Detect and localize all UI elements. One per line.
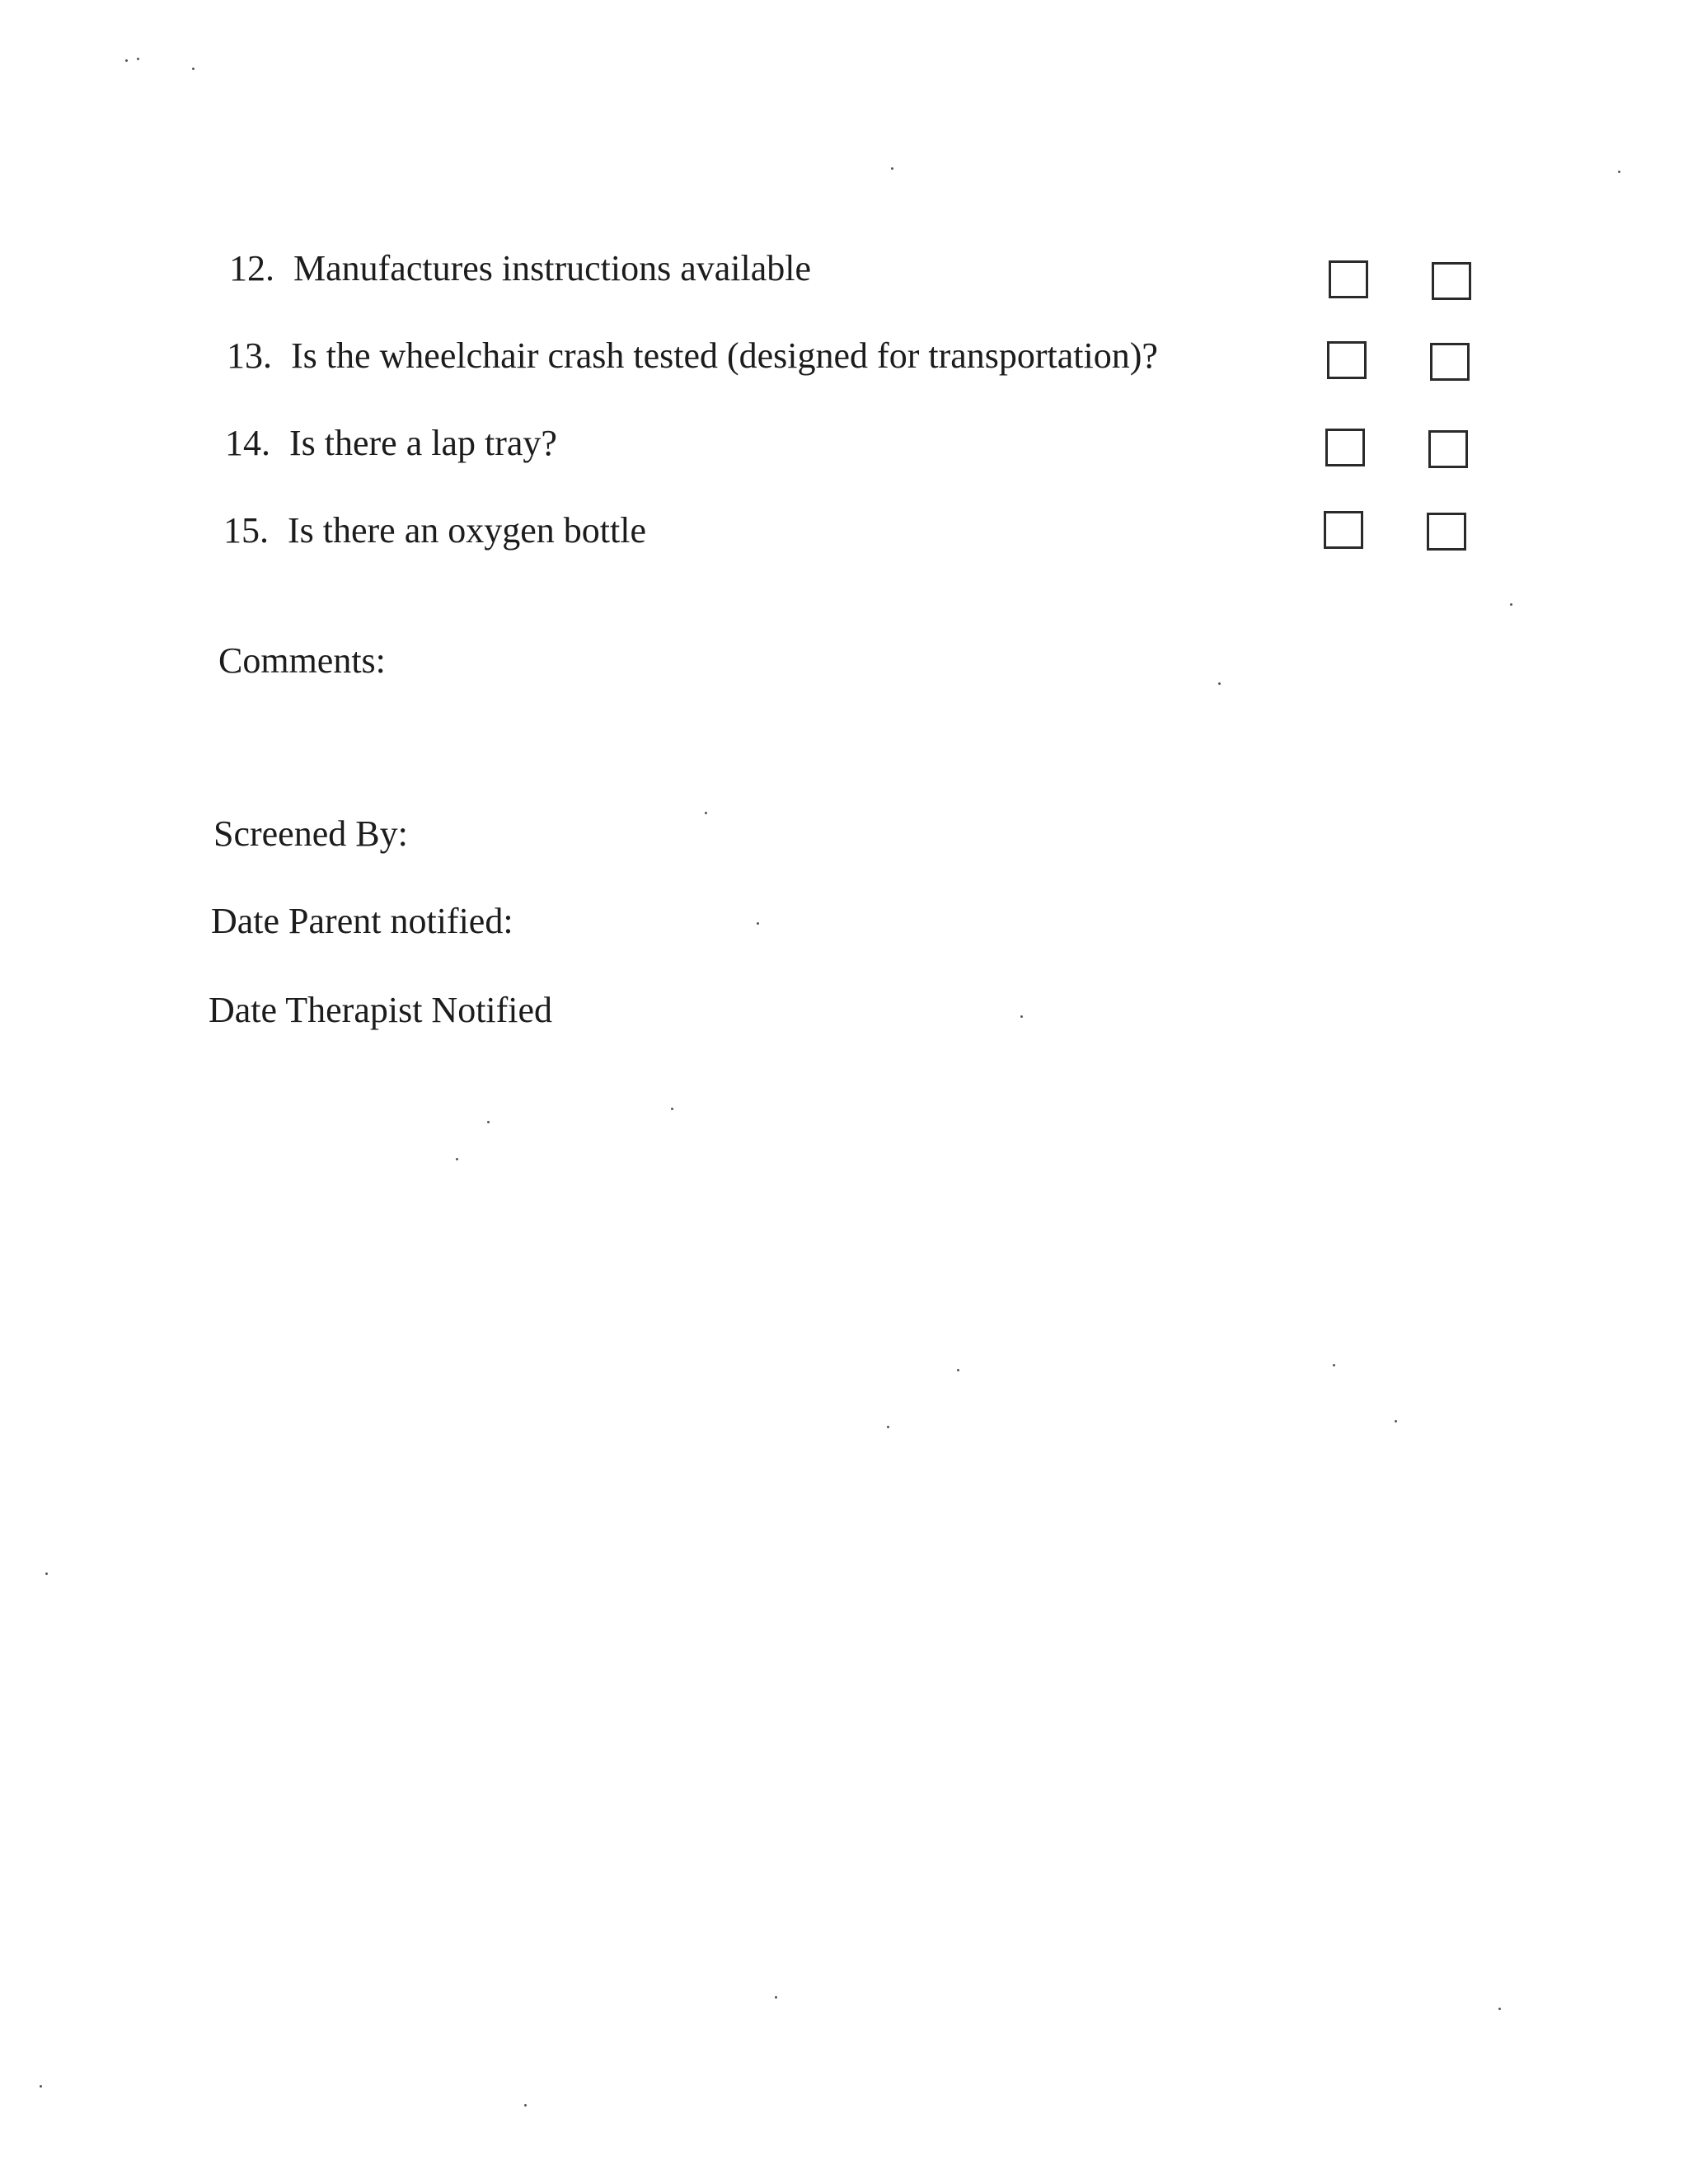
scan-speck — [891, 167, 893, 170]
scan-speck — [887, 1426, 889, 1428]
question-number: 13. — [227, 335, 272, 376]
question-text: Manufactures instructions available — [293, 248, 812, 288]
question-number: 12. — [229, 248, 274, 288]
scan-speck — [45, 1572, 48, 1575]
screened-by-label: Screened By: — [213, 813, 408, 854]
scan-speck — [40, 2085, 42, 2088]
scan-speck — [705, 812, 707, 814]
scan-speck — [1498, 2008, 1501, 2010]
checkbox-14-first[interactable] — [1325, 429, 1365, 466]
scan-speck — [775, 1996, 777, 1999]
checkbox-15-second[interactable] — [1427, 513, 1466, 551]
scan-speck — [137, 58, 139, 60]
question-text: Is the wheelchair crash tested (designed for transportation)? — [291, 335, 1158, 376]
date-therapist-notified-label: Date Therapist Notified — [209, 990, 553, 1030]
scan-speck — [456, 1158, 458, 1160]
scan-speck — [1333, 1364, 1335, 1366]
scan-speck — [1020, 1015, 1023, 1018]
scan-speck — [125, 59, 128, 62]
question-row-14 — [225, 419, 557, 468]
scan-speck — [1618, 171, 1620, 173]
date-parent-notified-label: Date Parent notified: — [211, 901, 513, 941]
scan-speck — [192, 68, 195, 70]
question-row-15 — [223, 506, 646, 555]
scan-speck — [1395, 1420, 1397, 1422]
scan-speck — [957, 1369, 959, 1371]
checkbox-13-first[interactable] — [1327, 341, 1367, 379]
scan-speck — [757, 922, 759, 925]
comments-label: Comments: — [218, 640, 386, 681]
checkbox-13-second[interactable] — [1430, 343, 1470, 381]
scan-speck — [671, 1108, 673, 1110]
question-text: Is there a lap tray? — [289, 423, 557, 463]
question-text: Is there an oxygen bottle — [288, 510, 646, 551]
checkbox-15-first[interactable] — [1324, 511, 1363, 549]
scan-speck — [1510, 603, 1512, 606]
question-number: 15. — [223, 510, 269, 551]
question-number: 14. — [225, 423, 270, 463]
question-row-12 — [229, 244, 811, 293]
scan-speck — [524, 2104, 527, 2107]
scan-speck — [1218, 682, 1221, 685]
question-row-13 — [227, 331, 1158, 381]
checkbox-12-first[interactable] — [1329, 260, 1368, 298]
scan-speck — [487, 1121, 490, 1123]
checkbox-12-second[interactable] — [1432, 262, 1471, 300]
checkbox-14-second[interactable] — [1428, 430, 1468, 468]
